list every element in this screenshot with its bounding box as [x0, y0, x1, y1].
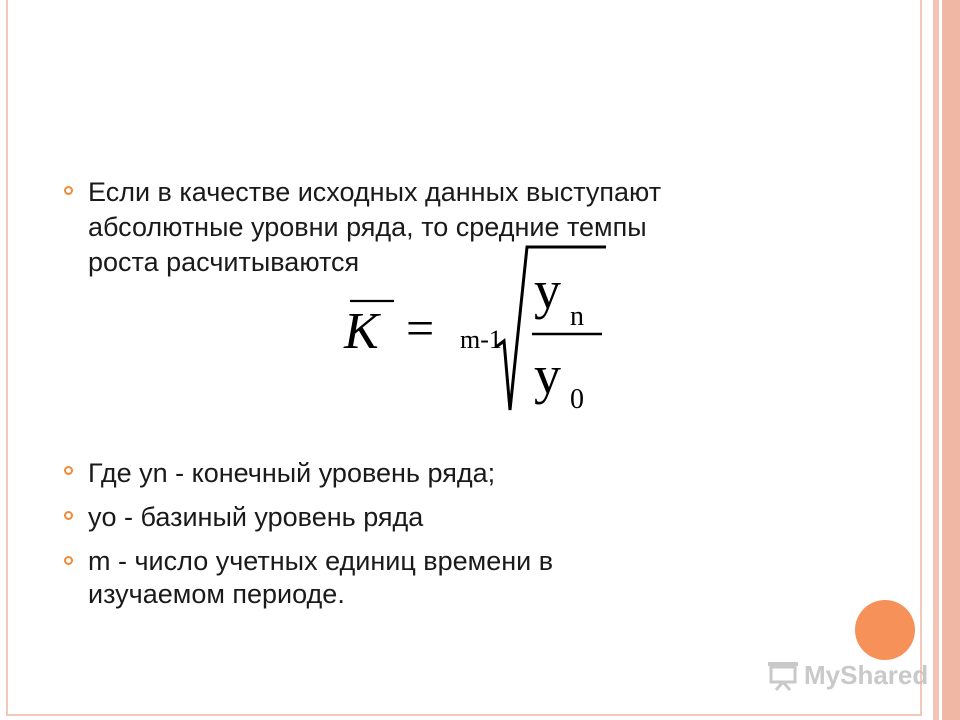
presentation-icon: [766, 659, 800, 691]
intro-line-2: абсолютные уровни ряда, то средние темпы: [88, 212, 647, 242]
definition-yo: yo - базиный уровень ряда: [88, 502, 424, 532]
decorative-stripes: [930, 0, 960, 720]
denominator-base: y: [534, 345, 561, 405]
accent-circle: [855, 600, 915, 660]
root-index: m-1: [460, 325, 502, 354]
bullet-icon: [64, 186, 73, 195]
numerator-sub: n: [570, 301, 584, 332]
growth-rate-formula: [330, 245, 620, 425]
bullet-icon: [64, 511, 73, 520]
numerator-base: y: [534, 260, 561, 320]
watermark-label: MyShared: [804, 659, 929, 690]
definition-m-line-1: m - число учетных единиц времени в: [88, 546, 554, 576]
formula-lhs: K: [344, 303, 379, 360]
formula-equals: =: [406, 300, 435, 356]
intro-line-3: роста расчитываются: [88, 247, 360, 277]
definition-m-line-2: изучаемом периоде.: [88, 579, 345, 609]
myshared-watermark: [766, 657, 928, 693]
definition-yn: Где yn - конечный уровень ряда;: [88, 458, 496, 488]
denominator-sub: 0: [570, 384, 584, 415]
bullet-icon: [64, 556, 73, 565]
intro-line-1: Если в качестве исходных данных выступают: [88, 177, 662, 207]
bullet-icon: [64, 466, 73, 475]
